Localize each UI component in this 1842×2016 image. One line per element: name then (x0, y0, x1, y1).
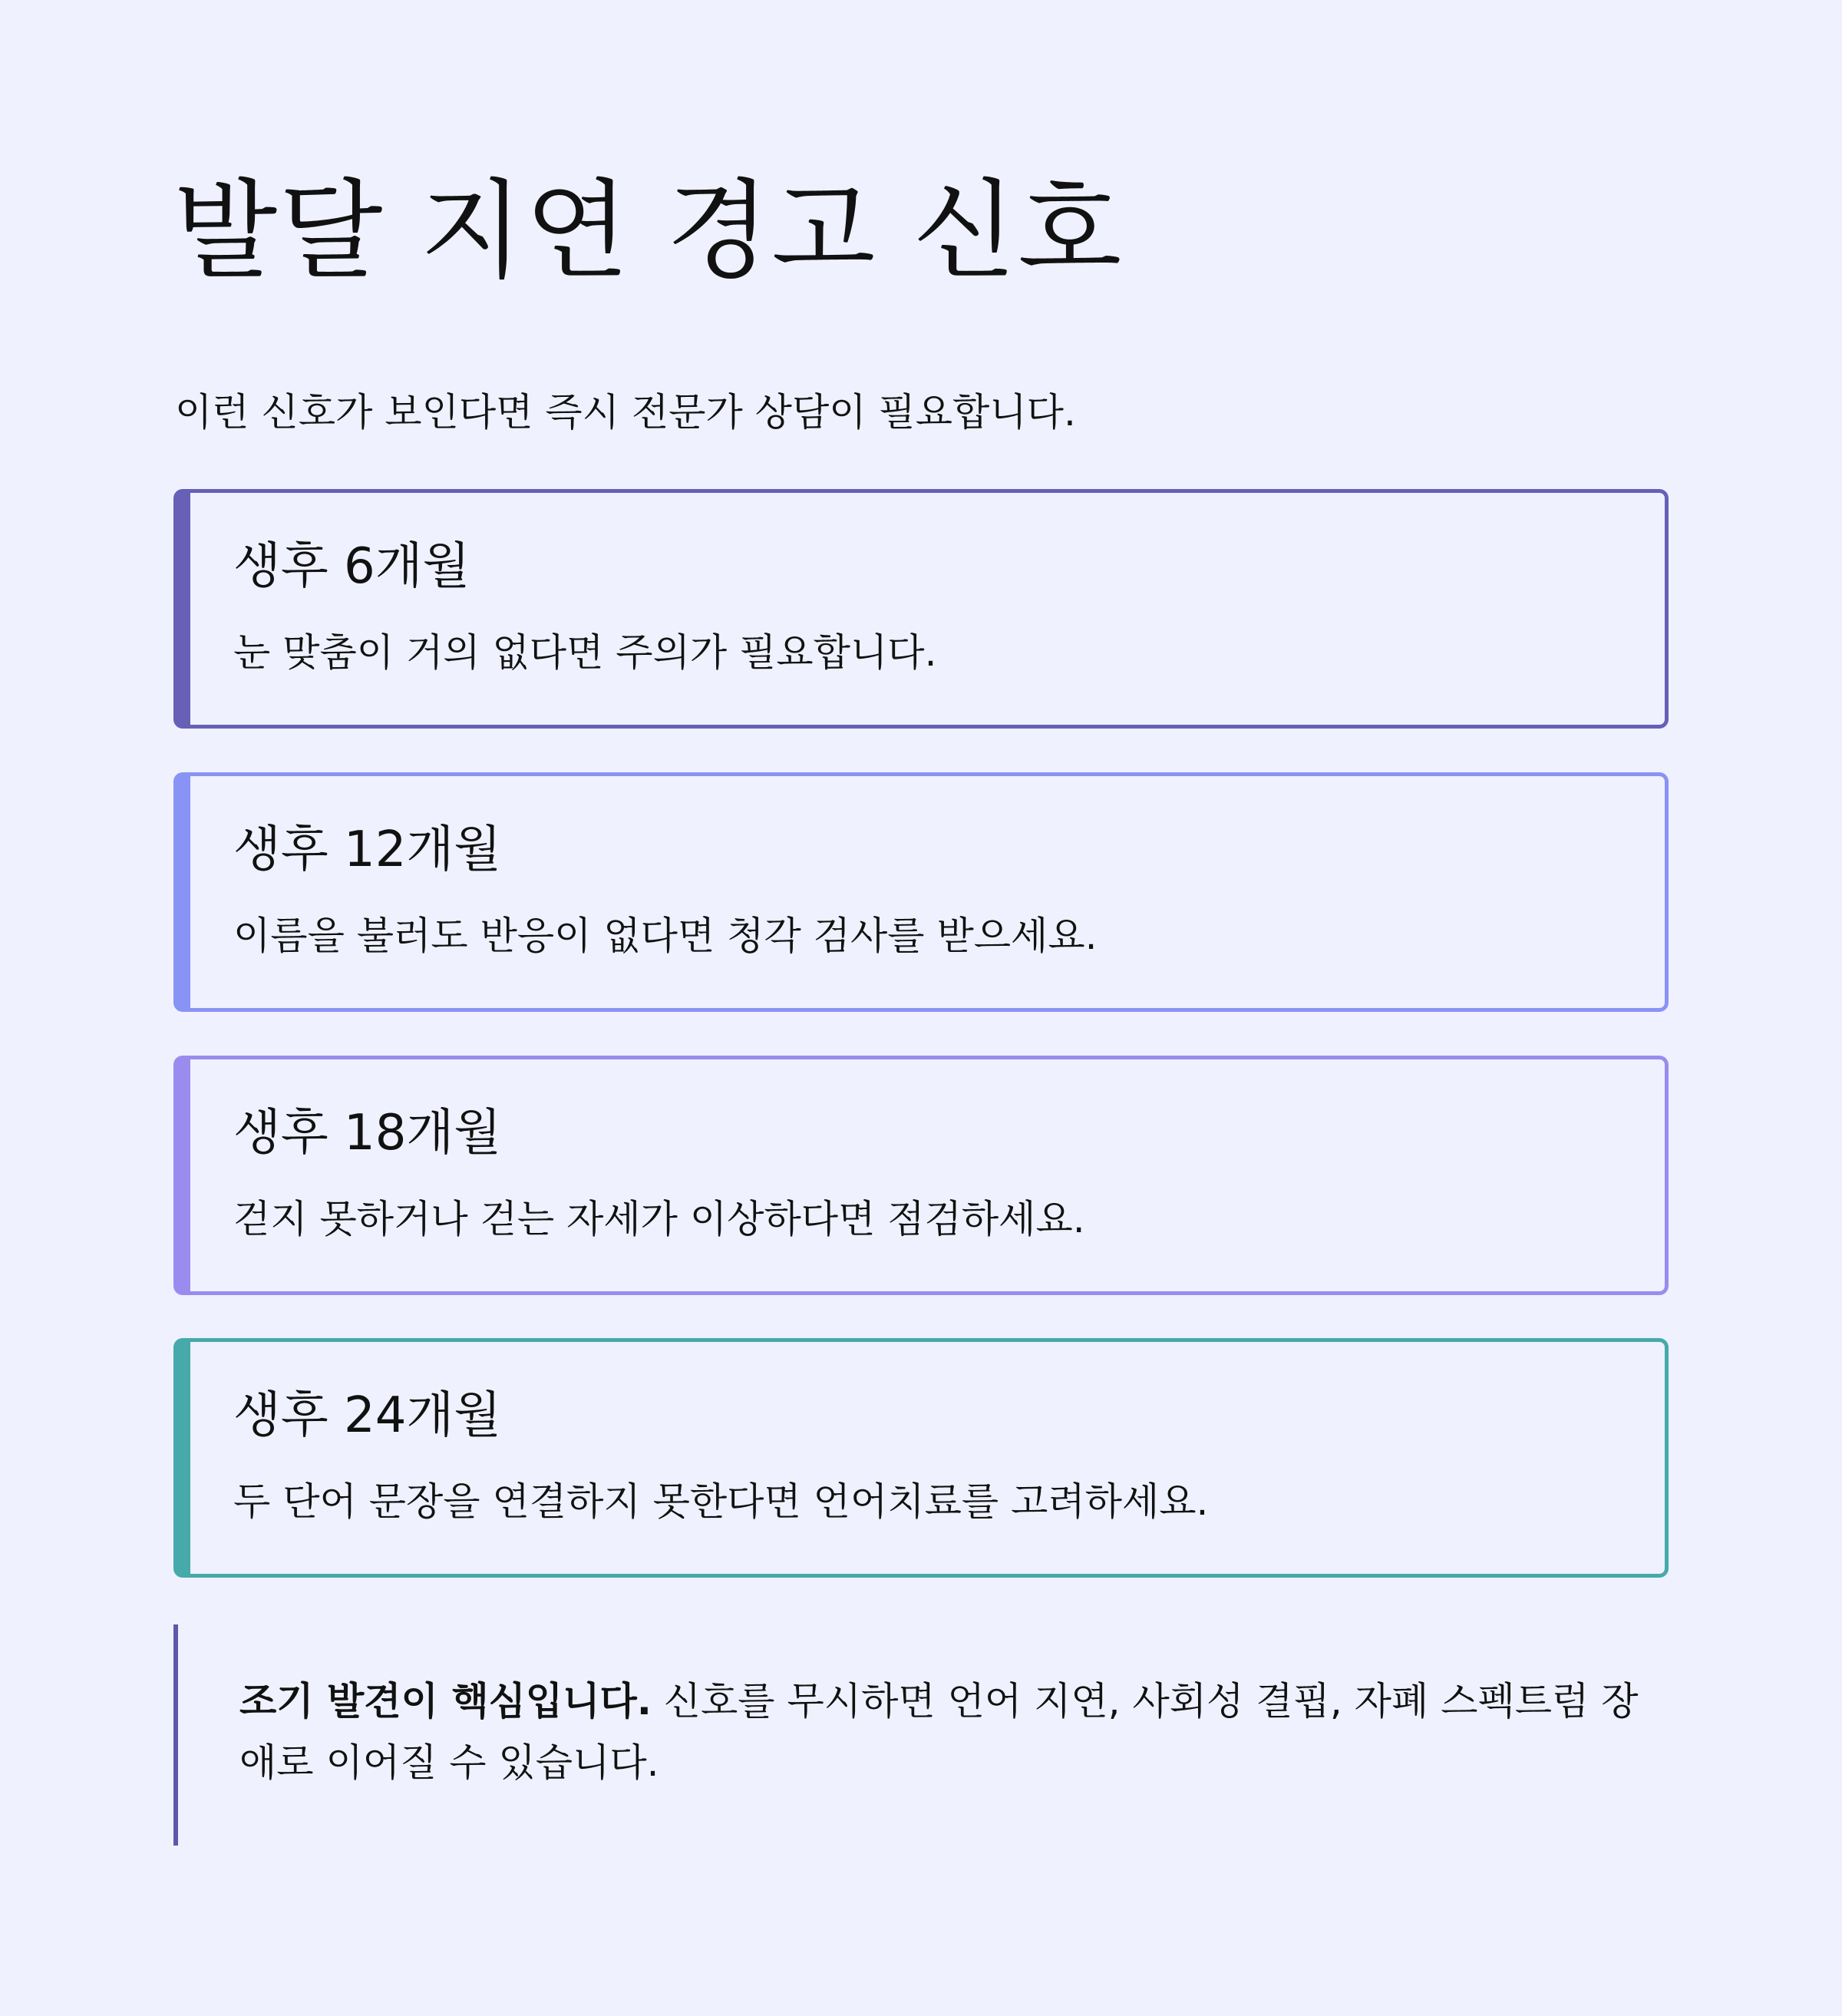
page-title: 발달 지연 경고 신호 (173, 169, 1124, 294)
card-description: 이름을 불러도 반응이 없다면 청각 검사를 받으세요. (233, 914, 1098, 958)
card-age-label: 생후 18개월 (233, 1105, 502, 1162)
warning-card-6-months (173, 489, 1669, 729)
warning-card-12-months (173, 772, 1669, 1012)
card-age-label: 생후 24개월 (233, 1387, 502, 1444)
callout-emphasis: 조기 발견이 핵심입니다. (239, 1679, 652, 1724)
callout-body: 신호를 무시하면 언어 지연, 사회성 결핍, 자폐 스펙트럼 장애로 이어질 수 있습니다. (239, 1679, 1639, 1785)
warning-card-24-months (173, 1338, 1669, 1578)
callout-text (239, 1671, 1667, 1793)
card-description: 걷지 못하거나 걷는 자세가 이상하다면 점검하세요. (233, 1197, 1085, 1241)
intro-text: 이런 신호가 보인다면 즉시 전문가 상담이 필요합니다. (175, 390, 1076, 435)
card-description: 두 단어 문장을 연결하지 못한다면 언어치료를 고려하세요. (233, 1479, 1209, 1524)
early-detection-callout (173, 1624, 1669, 1846)
warning-card-18-months (173, 1056, 1669, 1295)
card-age-label: 생후 6개월 (233, 538, 470, 595)
card-description: 눈 맞춤이 거의 없다면 주의가 필요합니다. (233, 630, 937, 675)
card-age-label: 생후 12개월 (233, 821, 502, 878)
